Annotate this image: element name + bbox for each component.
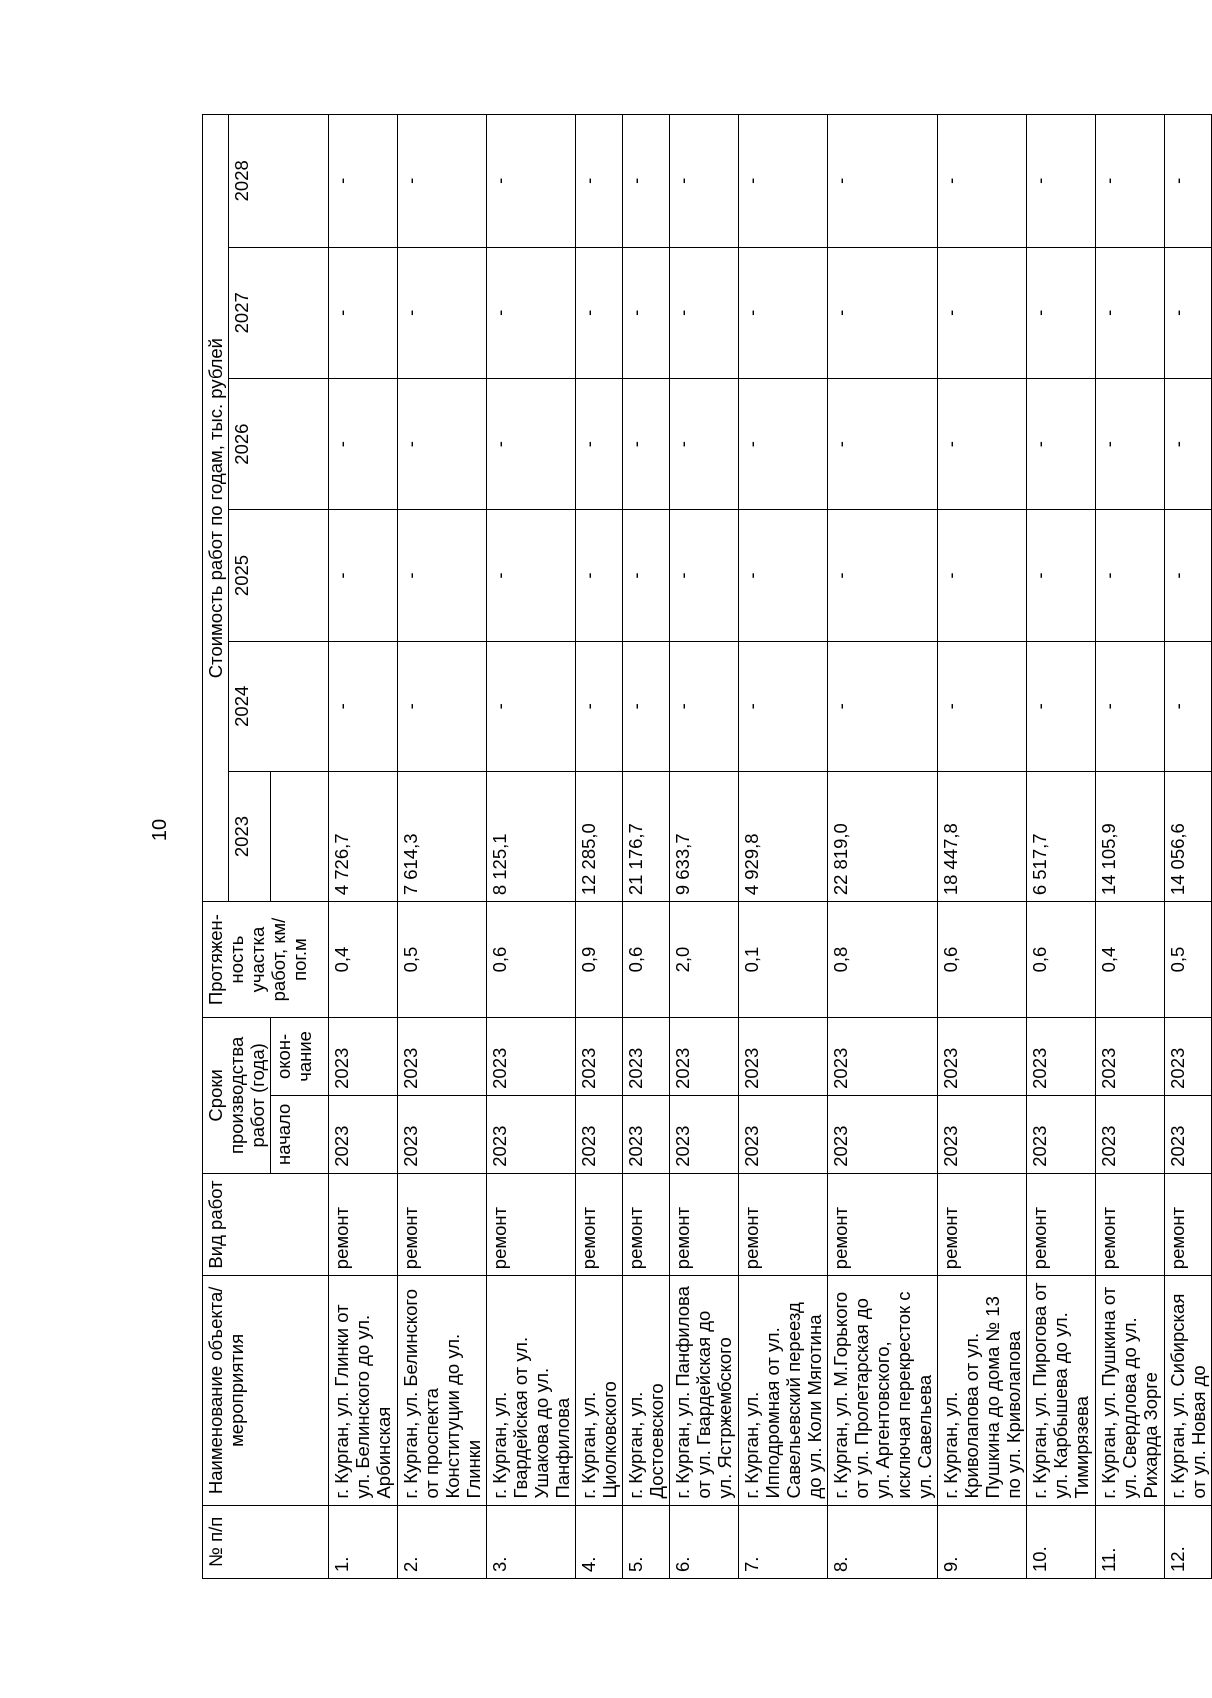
row-end: 2023 [828, 1017, 938, 1095]
row-num: 1. [329, 1505, 398, 1578]
row-cost: - [739, 115, 828, 248]
row-cost: - [398, 247, 487, 378]
row-cost: 21 176,7 [623, 771, 670, 901]
row-cost: 9 633,7 [670, 771, 739, 901]
row-type: ремонт [576, 1173, 623, 1275]
row-length: 0,9 [576, 902, 623, 1018]
row-start: 2023 [329, 1095, 398, 1173]
row-length: 0,6 [623, 902, 670, 1018]
row-start: 2023 [398, 1095, 487, 1173]
row-cost: 18 447,8 [938, 771, 1027, 901]
row-cost: - [1096, 247, 1165, 378]
row-cost: - [398, 378, 487, 509]
row-cost: - [1165, 510, 1212, 641]
row-cost: - [670, 115, 739, 248]
row-cost: - [828, 247, 938, 378]
row-cost: - [623, 378, 670, 509]
table-row [487, 115, 576, 1579]
row-type: ремонт [938, 1173, 1027, 1275]
row-type: ремонт [1096, 1173, 1165, 1275]
row-cost: - [329, 115, 398, 248]
row-cost: - [739, 247, 828, 378]
row-end: 2023 [1165, 1017, 1212, 1095]
row-cost: - [623, 510, 670, 641]
row-cost: - [329, 510, 398, 641]
row-num: 8. [828, 1505, 938, 1578]
header-name: Наименование объекта/ мероприятия [203, 1276, 329, 1505]
row-type: ремонт [487, 1173, 576, 1275]
header-year: 2023 [229, 771, 271, 901]
page-number-text: 10 [149, 818, 171, 842]
row-cost: - [938, 247, 1027, 378]
row-num: 6. [670, 1505, 739, 1578]
row-cost: - [398, 510, 487, 641]
row-length: 0,6 [487, 902, 576, 1018]
row-end: 2023 [623, 1017, 670, 1095]
row-cost: - [487, 115, 576, 248]
row-end: 2023 [938, 1017, 1027, 1095]
row-length: 0,5 [1165, 902, 1212, 1018]
row-num: 9. [938, 1505, 1027, 1578]
row-end: 2023 [487, 1017, 576, 1095]
row-start: 2023 [739, 1095, 828, 1173]
row-num: 3. [487, 1505, 576, 1578]
row-cost: 14 105,9 [1096, 771, 1165, 901]
row-cost: - [576, 510, 623, 641]
row-name: г. Курган, ул. М.Горького от ул. Пролетарская до ул. Аргентовского, исключая перекресток с ул. Савельева [828, 1276, 938, 1505]
row-type: ремонт [623, 1173, 670, 1275]
row-cost: - [1165, 641, 1212, 771]
row-name: г. Курган, ул. Глинки от ул. Белинского до ул. Арбинская [329, 1276, 398, 1505]
row-cost: - [1027, 378, 1096, 509]
row-start: 2023 [670, 1095, 739, 1173]
header-year-spacer [271, 771, 329, 901]
table-row [1096, 115, 1165, 1579]
row-cost: - [1165, 115, 1212, 248]
header-year: 2027 [229, 247, 329, 378]
row-cost: - [828, 378, 938, 509]
row-end: 2023 [329, 1017, 398, 1095]
row-cost: - [670, 247, 739, 378]
row-cost: - [1027, 510, 1096, 641]
row-cost: - [828, 510, 938, 641]
row-cost: - [576, 378, 623, 509]
row-type: ремонт [1027, 1173, 1096, 1275]
row-name: г. Курган, ул. Ипподромная от ул. Савельевский переезд до ул. Коли Мяготина [739, 1276, 828, 1505]
row-cost: 8 125,1 [487, 771, 576, 901]
row-cost: - [670, 510, 739, 641]
row-name: г. Курган, ул. Гвардейская от ул. Ушакова до ул. Панфилова [487, 1276, 576, 1505]
page-number [148, 810, 172, 850]
row-end: 2023 [576, 1017, 623, 1095]
table-row [1027, 115, 1096, 1579]
table-row [670, 115, 739, 1579]
table-row [739, 115, 828, 1579]
row-name: г. Курган, ул. Белинского от проспекта Конституции до ул. Глинки [398, 1276, 487, 1505]
row-length: 0,4 [329, 902, 398, 1018]
row-cost: - [487, 510, 576, 641]
row-cost: 12 285,0 [576, 771, 623, 901]
row-cost: - [1096, 115, 1165, 248]
row-cost: - [487, 247, 576, 378]
row-num: 10. [1027, 1505, 1096, 1578]
row-cost: - [329, 247, 398, 378]
row-cost: - [1027, 641, 1096, 771]
row-end: 2023 [1027, 1017, 1096, 1095]
row-cost: - [623, 247, 670, 378]
row-length: 2,0 [670, 902, 739, 1018]
row-num: 11. [1096, 1505, 1165, 1578]
table-row [938, 115, 1027, 1579]
row-start: 2023 [576, 1095, 623, 1173]
row-length: 0,6 [1027, 902, 1096, 1018]
row-cost: - [938, 378, 1027, 509]
row-start: 2023 [1165, 1095, 1212, 1173]
row-cost: 14 056,6 [1165, 771, 1212, 901]
row-cost: - [1165, 378, 1212, 509]
header-length: Протяжен- ность участка работ, км/пог.м [203, 902, 329, 1018]
row-cost: - [938, 115, 1027, 248]
row-name: г. Курган, ул. Панфилова от ул. Гвардейская до ул. Ястржембского [670, 1276, 739, 1505]
header-end: окон- чание [271, 1017, 329, 1095]
row-cost: - [487, 378, 576, 509]
row-type: ремонт [329, 1173, 398, 1275]
row-name: г. Курган, ул. Циолковского [576, 1276, 623, 1505]
row-cost: - [576, 247, 623, 378]
row-num: 7. [739, 1505, 828, 1578]
row-type: ремонт [1165, 1173, 1212, 1275]
row-length: 0,4 [1096, 902, 1165, 1018]
row-name: г. Курган, ул. Пирогова от ул. Карбышева до ул. Тимирязева [1027, 1276, 1096, 1505]
works-table [202, 114, 1212, 1579]
row-cost: - [1027, 115, 1096, 248]
header-year: 2028 [229, 115, 329, 248]
header-cost: Стоимость работ по годам, тыс. рублей [203, 115, 229, 902]
row-cost: - [670, 378, 739, 509]
row-cost: - [828, 641, 938, 771]
row-cost: - [938, 510, 1027, 641]
row-length: 0,5 [398, 902, 487, 1018]
row-cost: 4 726,7 [329, 771, 398, 901]
header-year: 2024 [229, 641, 329, 771]
row-num: 4. [576, 1505, 623, 1578]
row-length: 0,8 [828, 902, 938, 1018]
row-start: 2023 [828, 1095, 938, 1173]
row-cost: - [576, 115, 623, 248]
row-start: 2023 [623, 1095, 670, 1173]
row-start: 2023 [487, 1095, 576, 1173]
row-cost: 22 819,0 [828, 771, 938, 901]
table-row [329, 115, 398, 1579]
row-start: 2023 [938, 1095, 1027, 1173]
row-end: 2023 [1096, 1017, 1165, 1095]
row-cost: - [623, 641, 670, 771]
table-row [576, 115, 623, 1579]
header-terms: Сроки производства работ (года) [203, 1017, 271, 1173]
table-container [202, 114, 1209, 1579]
header-year: 2025 [229, 510, 329, 641]
row-cost: - [1096, 378, 1165, 509]
row-length: 0,6 [938, 902, 1027, 1018]
row-num: 2. [398, 1505, 487, 1578]
row-cost: - [576, 641, 623, 771]
row-cost: - [398, 641, 487, 771]
table-row [623, 115, 670, 1579]
row-end: 2023 [398, 1017, 487, 1095]
row-cost: - [623, 115, 670, 248]
row-cost: - [739, 510, 828, 641]
row-type: ремонт [828, 1173, 938, 1275]
row-num: 12. [1165, 1505, 1212, 1578]
row-type: ремонт [739, 1173, 828, 1275]
row-cost: - [487, 641, 576, 771]
row-cost: - [938, 641, 1027, 771]
row-cost: - [1027, 247, 1096, 378]
row-cost: - [1165, 247, 1212, 378]
row-type: ремонт [398, 1173, 487, 1275]
row-cost: - [329, 378, 398, 509]
row-cost: - [1096, 510, 1165, 641]
row-length: 0,1 [739, 902, 828, 1018]
row-name: г. Курган, ул. Достоевского [623, 1276, 670, 1505]
row-num: 5. [623, 1505, 670, 1578]
row-cost: - [739, 641, 828, 771]
row-cost: - [739, 378, 828, 509]
row-cost: - [1096, 641, 1165, 771]
row-cost: 6 517,7 [1027, 771, 1096, 901]
header-type: Вид работ [203, 1173, 329, 1275]
row-name: г. Курган, ул. Сибирская от ул. Новая до [1165, 1276, 1212, 1505]
table-row [828, 115, 938, 1579]
row-name: г. Курган, ул. Пушкина от ул. Свердлова до ул. Рихарда Зорге [1096, 1276, 1165, 1505]
row-cost: - [398, 115, 487, 248]
row-start: 2023 [1027, 1095, 1096, 1173]
header-num: № п/п [203, 1505, 329, 1578]
row-cost: 7 614,3 [398, 771, 487, 901]
row-end: 2023 [670, 1017, 739, 1095]
row-cost: - [670, 641, 739, 771]
row-cost: 4 929,8 [739, 771, 828, 901]
table-row [398, 115, 487, 1579]
row-type: ремонт [670, 1173, 739, 1275]
header-start: начало [271, 1095, 329, 1173]
row-cost: - [828, 115, 938, 248]
row-cost: - [329, 641, 398, 771]
row-start: 2023 [1096, 1095, 1165, 1173]
header-year: 2026 [229, 378, 329, 509]
row-end: 2023 [739, 1017, 828, 1095]
row-name: г. Курган, ул. Криволапова от ул. Пушкина до дома № 13 по ул. Криволапова [938, 1276, 1027, 1505]
table-row [1165, 115, 1212, 1579]
